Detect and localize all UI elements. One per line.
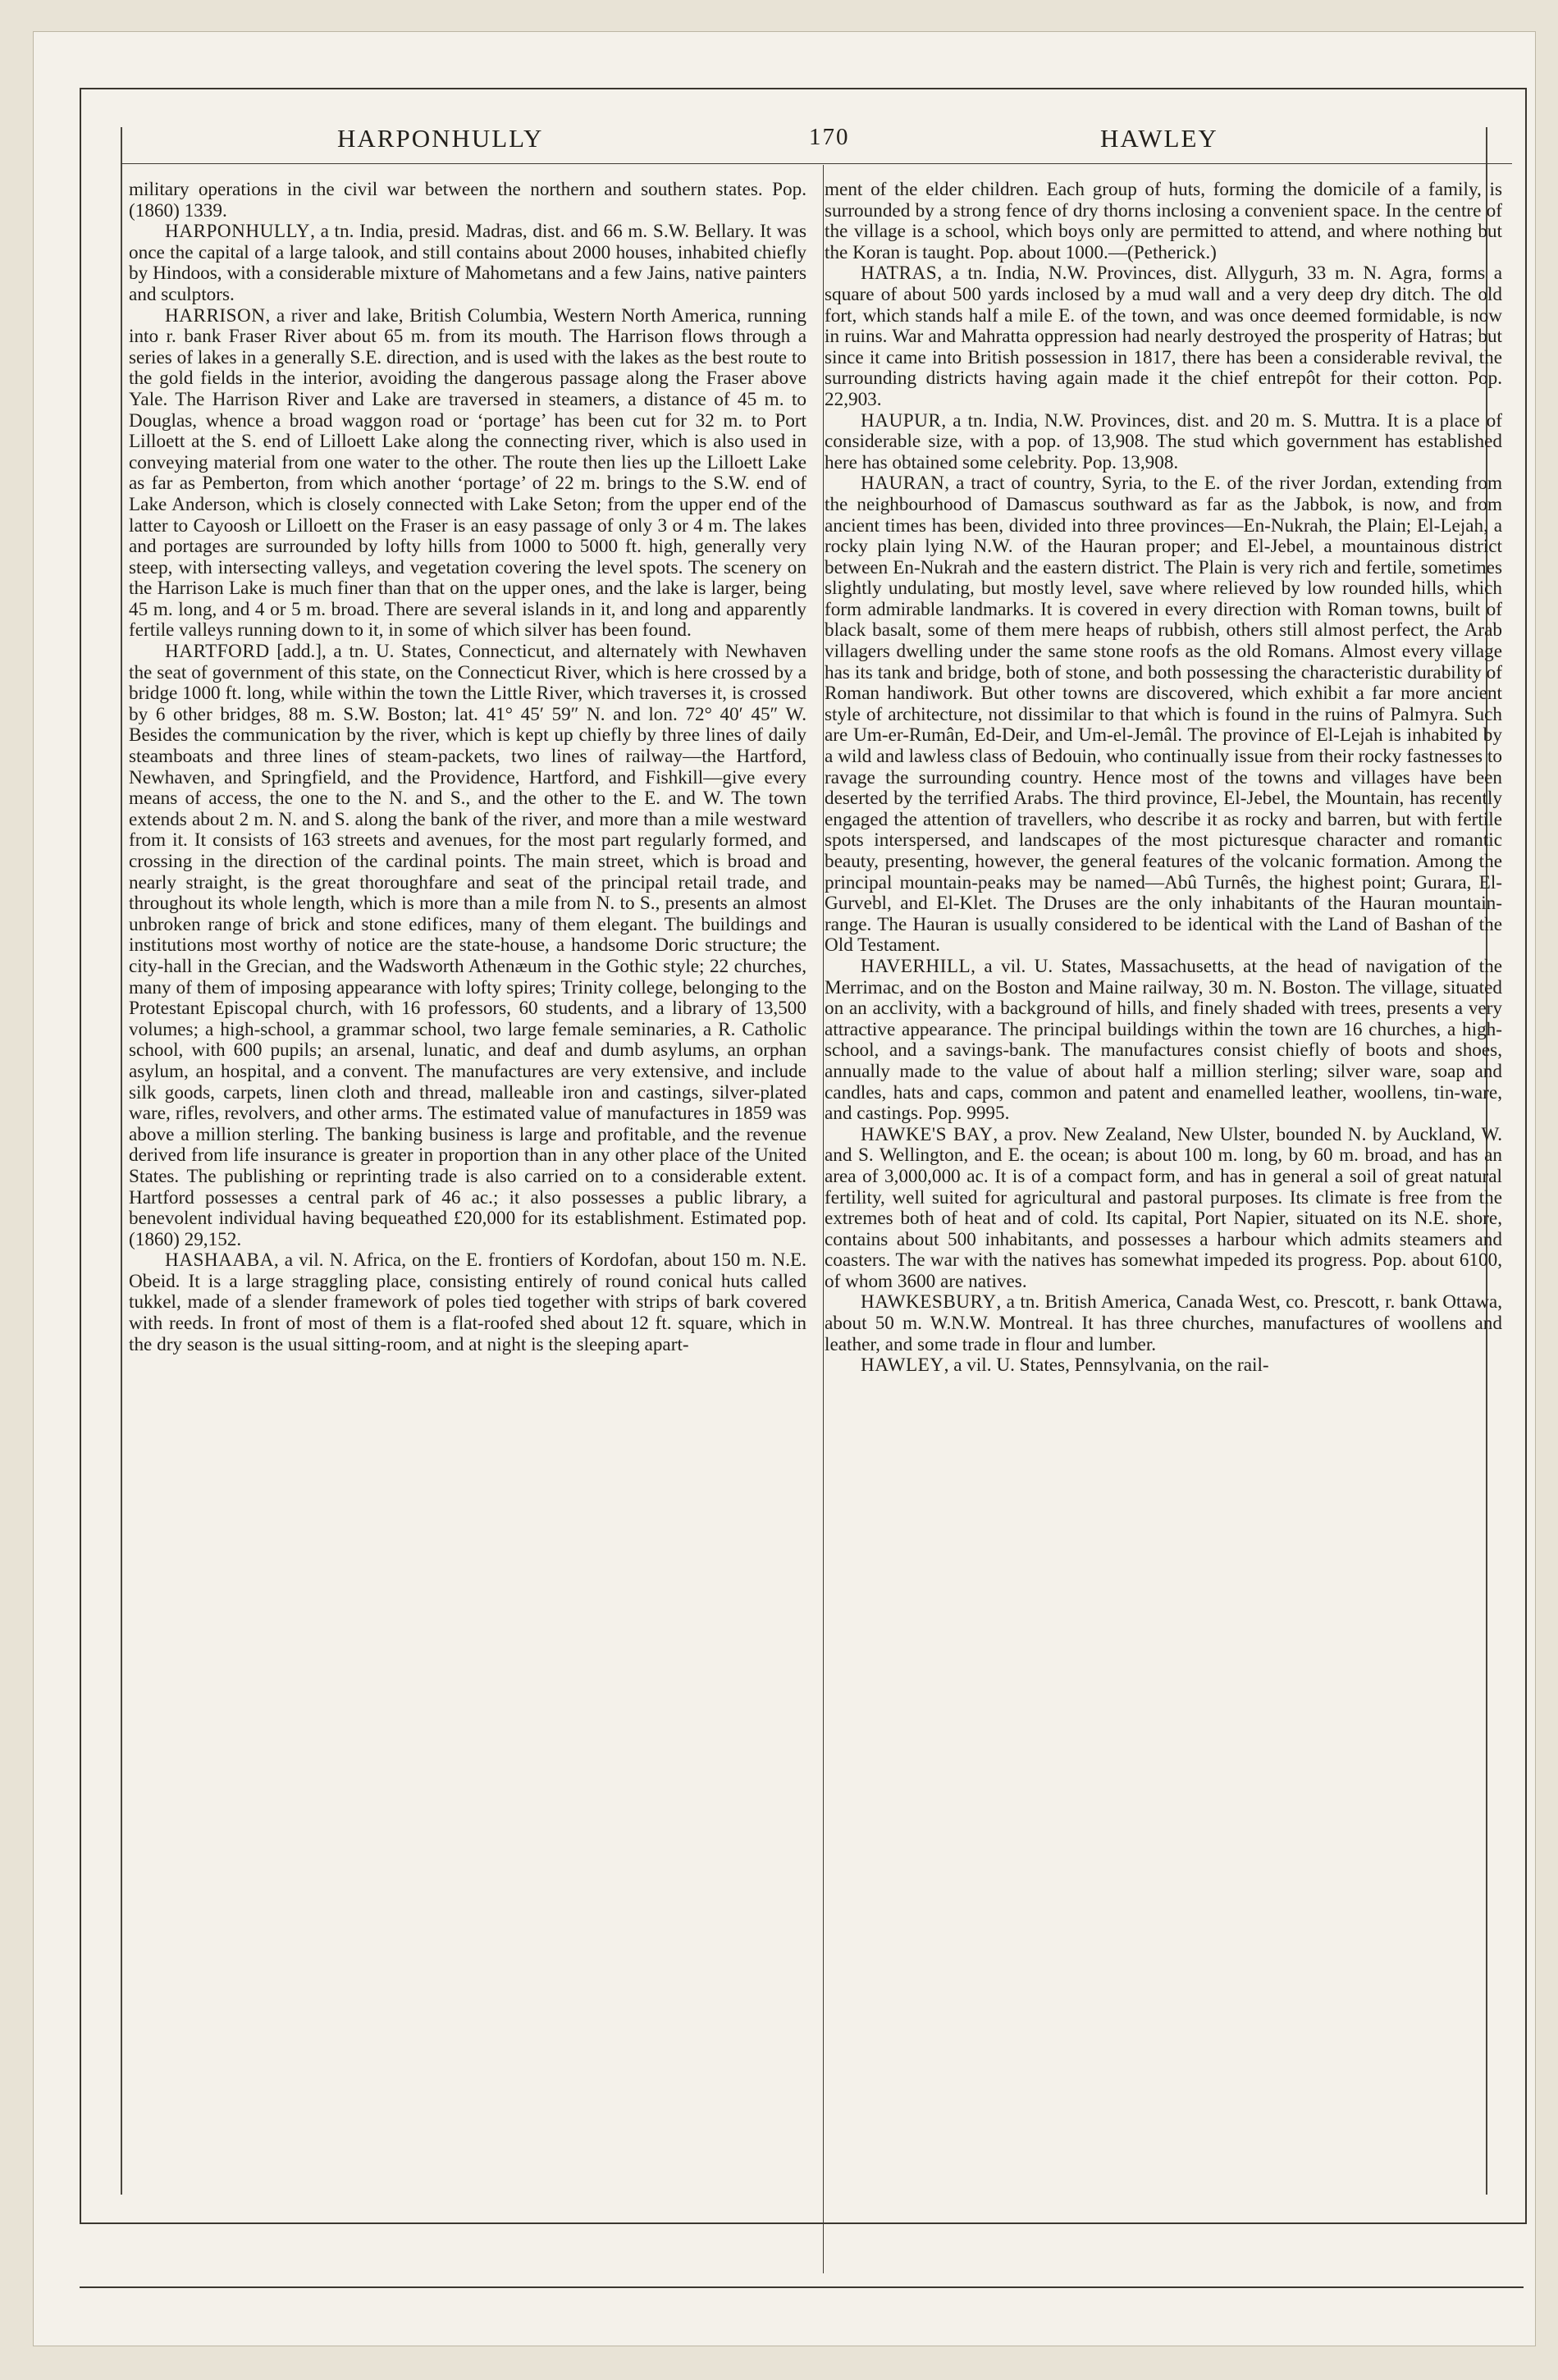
entry-paragraph	[129, 222, 806, 305]
entry-paragraph	[129, 642, 806, 1250]
left-column	[129, 180, 806, 1355]
entry-paragraph	[825, 263, 1502, 410]
entry-headword: HAWKE'S BAY	[861, 1123, 994, 1145]
entry-text: , a tn. India, presid. Madras, dist. and 66 m. S.W. Bellary. It was once the capital of a large talook, and still contains about 2000 houses, inhabited chiefly by Hindoos, with a considerable mixture of Mahometans and a few Jains, native painters and sculptors.	[129, 221, 806, 305]
entry-headword: HAWKESBURY	[861, 1291, 997, 1313]
entry-text: , a tn. India, N.W. Provinces, dist. and 20 m. S. Muttra. It is a place of considerable size, with a pop. of 13,908. The stud which government has established here has obtained some celebrity. Pop. 13,908.	[825, 409, 1502, 473]
entry-text: , a vil. U. States, Pennsylvania, on the rail-	[943, 1354, 1269, 1377]
entry-headword: HARPONHULLY	[165, 221, 311, 243]
entry-text: , a tn. India, N.W. Provinces, dist. Allygurh, 33 m. N. Agra, forms a square of about 500 yards inclosed by a mud wall and a very deep dry ditch. The old fort, which stands half a mile E. of the town, and was once deemed formidable, is now in ruins. War and Mahratta oppression had nearly destroyed the prosperity of Hatras; but since it came into British possession in 1817, there has been a considerable revival, the surrounding districts having again made it the chief entrepôt for their cotton. Pop. 22,903.	[825, 263, 1502, 410]
entry-headword: HAURAN	[861, 473, 945, 495]
entry-text: , a prov. New Zealand, New Ulster, bounded N. by Auckland, W. and S. Wellington, and E. the ocean; is about 100 m. long, by 60 m. broad, and has an area of 3,000,000 ac. It is of a compact form, and has in general a soil of great natural fertility, well suited for agricultural and pastoral purposes. Its climate is free from the extremes both of heat and of cold. Its capital, Port Napier, situated on its N.E. shore, contains about 500 inhabitants, and possesses a harbour which admits steamers and coasters. The war with the natives has somewhat impeded its progress. Pop. about 6100, of whom 3600 are natives.	[825, 1123, 1503, 1292]
column-divider	[823, 165, 824, 2273]
entry-headword: HARRISON	[165, 304, 266, 327]
entry-text: [add.], a tn. U. States, Connecticut, and alternately with Newhaven the seat of government of this state, on the Connecticut River, which is here crossed by a bridge 1000 ft. long, while within the town the Little River, which traverses it, is crossed by 6 other bridges, 88 m. S.W. Boston; lat. 41° 45′ 59″ N. and lon. 72° 40′ 45″ W. Besides the communication by the river, which is kept up chiefly by three lines of daily steamboats and three lines of steam-packets, two lines of railway—the Hartford, Newhaven, and Springfield, and the Providence, Hartford, and Fishkill—give every means of access, the one to the N. and S., and the other to the E. and W. The town extends about 2 m. N. and S. along the bank of the river, and more than a mile westward from it. It consists of 163 streets and avenues, for the most part regularly formed, and crossing in the direction of the cardinal points. The main street, which is broad and nearly straight, is the great thoroughfare and seat of the principal retail trade, and throughout its whole length, which is more than a mile from N. to S., presents an almost unbroken range of brick and stone edifices, many of them elegant. The buildings and institutions most worthy of notice are the state-house, a handsome Doric structure; the city-hall in the Grecian, and the Wadsworth Athenæum in the Gothic style; 22 churches, many of them of imposing appearance with lofty spires; Trinity college, belonging to the Protestant Episcopal church, with 16 professors, 60 students, and a library of 13,500 volumes; a high-school, a grammar school, two large female seminaries, a R. Catholic school, with 600 pupils; an arsenal, lunatic, and deaf and dumb asylums, an orphan asylum, an hospital, and a convent. The manufactures are very extensive, and include silk goods, carpets, linen cloth and thread, malleable iron and castings, silver-plated ware, rifles, revolvers, and other arms. The estimated value of manufactures in 1859 was above a million sterling. The banking business is large and profitable, and the revenue derived from life insurance is greater in proportion than in any other place of the United States. The publishing or reprinting trade is also carried on to a considerable extent. Hartford possesses a central park of 46 ac.; it also possesses a public library, a benevolent individual having bequeathed £20,000 for its establishment. Estimated pop. (1860) 29,152.	[129, 641, 806, 1250]
entry-headword: HAWLEY	[861, 1354, 944, 1377]
entry-paragraph	[129, 180, 806, 222]
entry-paragraph	[129, 1250, 806, 1355]
page	[33, 31, 1536, 2346]
running-head-right: HAWLEY	[1100, 124, 1218, 153]
entry-paragraph	[825, 1292, 1502, 1355]
entry-paragraph	[825, 473, 1502, 957]
entry-text: , a tn. British America, Canada West, co. Prescott, r. bank Ottawa, about 50 m. W.N.W. Montreal. It has three churches, manufactures of woollens and leather, and some trade in flour and lumber.	[825, 1291, 1502, 1355]
entry-headword: HASHAABA	[165, 1249, 274, 1272]
entry-text: , a vil. U. States, Massachusetts, at the head of navigation of the Merrimac, and on the Boston and Maine railway, 30 m. N. Boston. The village, situated on an acclivity, with a background of hills, and finely shaded with trees, presents a very attractive appearance. The principal buildings within the town are 16 churches, a high-school, and a savings-bank. The manufactures consist chiefly of boots and shoes, annually made to the value of about half a million sterling; silver ware, soap and candles, hats and caps, common and patent and enamelled leather, woollens, tin-ware, and castings. Pop. 9995.	[825, 955, 1502, 1125]
entry-paragraph	[825, 1355, 1502, 1377]
entry-text: ment of the elder children. Each group of huts, forming the domicile of a family, is surrounded by a strong fence of dry thorns inclosing a convenient space. In the centre of the village is a school, which boys only are permitted to attend, and where nothing but the Koran is taught. Pop. about 1000.—(Petherick.)	[825, 179, 1502, 263]
entry-text: , a tract of country, Syria, to the E. of the river Jordan, extending from the neighbourhood of Damascus southward as far as the Jabbok, is now, and from ancient times has been, divided into three provinces—En-Nukrah, the Plain; El-Lejah, a rocky plain lying N.W. of the Hauran proper; and El-Jebel, a mountainous district between En-Nukrah and the eastern district. The Plain is very rich and fertile, sometimes slightly undulating, but mostly level, save where relieved by low rounded hills, which form admirable landmarks. It is covered in every direction with Roman towns, built of black basalt, some of them mere heaps of rubbish, others still almost perfect, the Arab villagers dwelling under the same stone roofs as the old Romans. Almost every village has its tank and bridge, both of stone, and both possessing the characteristic durability of Roman handiwork. But other towns are discovered, which exhibit a far more ancient style of architecture, not dissimilar to that which is found in the ruins of Palmyra. Such are Um-er-Rumân, Ed-Deir, and Um-el-Jemâl. The province of El-Lejah is inhabited by a wild and lawless class of Bedouin, who continually issue from their rocky fastnesses to ravage the surrounding country. Hence most of the towns and villages have been deserted by the terrified Arabs. The third province, El-Jebel, the Mountain, has recently engaged the attention of travellers, who describe it as rocky and barren, but with fertile spots interspersed, and landscapes of the most picturesque character and romantic beauty, presenting, however, the general features of the volcanic formation. Among the principal mountain-peaks may be named—Abû Turnês, the highest point; Gurara, El-Gurvebl, and El-Klet. The Druses are the only inhabitants of the Hauran mountain-range. The Hauran is usually considered to be identical with the Land of Bashan of the Old Testament.	[825, 473, 1502, 957]
entry-headword: HATRAS	[861, 263, 938, 285]
entry-paragraph	[825, 957, 1502, 1125]
right-column	[825, 180, 1502, 1377]
running-head-left: HARPONHULLY	[337, 124, 544, 153]
entry-text: , a vil. N. Africa, on the E. frontiers of Kordofan, about 150 m. N.E. Obeid. It is a large straggling place, consisting entirely of round conical huts called tukkel, made of a slender framework of poles tied together with strips of bark covered with reeds. In front of most of them is a flat-roofed shed about 12 ft. square, which in the dry season is the usual sitting-room, and at night is the sleeping apart-	[129, 1249, 806, 1355]
entry-paragraph	[825, 1125, 1502, 1293]
entry-headword: HARTFORD	[165, 641, 270, 663]
header-rule	[121, 163, 1512, 164]
entry-text: , a river and lake, British Columbia, Western North America, running into r. bank Fraser River about 65 m. from its mouth. The Harrison flows through a series of lakes in a generally S.E. direction, and is used with the lakes as the best route to the gold fields in the interior, avoiding the dangerous passage along the Fraser above Yale. The Harrison River and Lake are traversed in steamers, a distance of 45 m. to Douglas, whence a broad waggon road or ‘portage’ has been cut for 32 m. to Port Lilloett at the S. end of Lilloett Lake along the connecting river, which is also used in conveying material from one water to the other. The route then lies up the Lilloett Lake as far as Pemberton, from which another ‘portage’ of 22 m. brings to the S.W. end of Lake Anderson, which is closely connected with Lake Seton; from the upper end of the latter to Cayoosh or Lilloett on the Fraser is an easy passage of only 3 or 4 m. The lakes and portages are surrounded by lofty hills from 1000 to 5000 ft. high, generally very steep, with intersecting valleys, and vegetation covering the level spots. The scenery on the Harrison Lake is much finer than that on the upper ones, and the lake is larger, being 45 m. long, and 4 or 5 m. broad. There are several islands in it, and long and apparently fertile valleys running down to it, in some of which silver has been found.	[129, 304, 806, 642]
entry-headword: HAUPUR	[861, 409, 942, 432]
entry-headword: HAVERHILL	[861, 955, 971, 977]
bottom-rule	[80, 2286, 1524, 2288]
entry-text: military operations in the civil war between the northern and southern states. Pop. (1860) 1339.	[129, 179, 806, 222]
page-number: 170	[809, 124, 850, 150]
entry-paragraph	[129, 306, 806, 642]
entry-paragraph	[825, 411, 1502, 474]
entry-paragraph	[825, 180, 1502, 263]
running-head	[124, 124, 1502, 160]
